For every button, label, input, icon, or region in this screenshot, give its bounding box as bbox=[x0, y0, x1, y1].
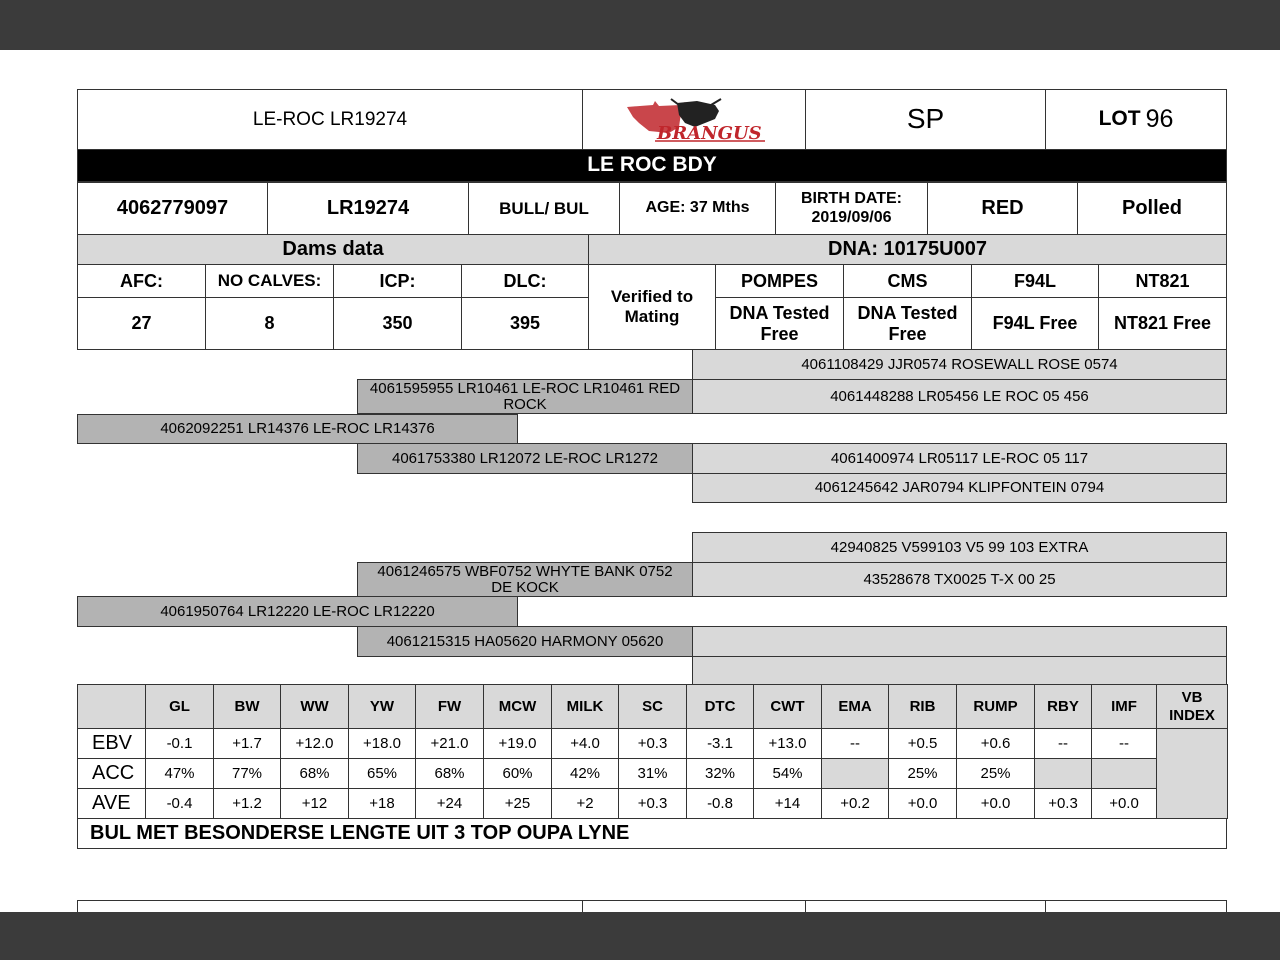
pedigree-sdd: 4061245642 JAR0794 KLIPFONTEIN 0794 bbox=[692, 473, 1227, 503]
dna-title: DNA: 10175U007 bbox=[588, 234, 1227, 265]
ebv-row-label: ACC bbox=[77, 758, 146, 789]
f94l-header: F94L bbox=[971, 264, 1099, 298]
ebv-cell: +0.0 bbox=[888, 788, 957, 819]
ebv-cell: +4.0 bbox=[551, 728, 619, 759]
next-card-divider bbox=[1045, 900, 1046, 912]
viewer-top-bar bbox=[0, 0, 1280, 50]
ebv-cell: -3.1 bbox=[686, 728, 754, 759]
icp-value: 350 bbox=[333, 297, 462, 350]
ebv-cell: +0.2 bbox=[821, 788, 889, 819]
no-calves-header: NO CALVES: bbox=[205, 264, 334, 298]
ebv-header: VB INDEX bbox=[1156, 684, 1228, 729]
lot-box bbox=[1045, 89, 1227, 150]
pedigree-ddd bbox=[692, 656, 1227, 685]
ear-tag: LR19274 bbox=[267, 182, 469, 235]
catalogue-page[interactable] bbox=[0, 50, 1280, 912]
ebv-cell: +21.0 bbox=[415, 728, 484, 759]
ebv-cell: 68% bbox=[280, 758, 349, 789]
ebv-cell: +0.6 bbox=[956, 728, 1035, 759]
ebv-cell: +0.0 bbox=[1091, 788, 1157, 819]
ebv-header: YW bbox=[348, 684, 416, 729]
next-card-top bbox=[77, 900, 1227, 912]
ebv-header: RBY bbox=[1034, 684, 1092, 729]
ebv-header: MCW bbox=[483, 684, 552, 729]
comment: BUL MET BESONDERSE LENGTE UIT 3 TOP OUPA LYNE bbox=[77, 818, 1227, 849]
sex: BULL/ BUL bbox=[468, 182, 620, 235]
ebv-cell: +18 bbox=[348, 788, 416, 819]
ebv-cell: 68% bbox=[415, 758, 484, 789]
pedigree-dds bbox=[692, 626, 1227, 657]
colour: RED bbox=[927, 182, 1078, 235]
ebv-cell: -- bbox=[821, 728, 889, 759]
pedigree-sire-sire: 4061595955 LR10461 LE-ROC LR10461 RED ROCK bbox=[357, 379, 693, 414]
ebv-cell: +12.0 bbox=[280, 728, 349, 759]
icp-header: ICP: bbox=[333, 264, 462, 298]
ebv-row-label: AVE bbox=[77, 788, 146, 819]
dlc-value: 395 bbox=[461, 297, 589, 350]
ebv-cell: 60% bbox=[483, 758, 552, 789]
viewer-bottom-bar bbox=[0, 912, 1280, 960]
pompes-header: POMPES bbox=[715, 264, 844, 298]
next-card-divider bbox=[582, 900, 583, 912]
ebv-cell: 31% bbox=[618, 758, 687, 789]
ebv-cell: +24 bbox=[415, 788, 484, 819]
ebv-header: EMA bbox=[821, 684, 889, 729]
animal-name: LE-ROC LR19274 bbox=[77, 89, 583, 150]
no-calves-value: 8 bbox=[205, 297, 334, 350]
pedigree-sire: 4062092251 LR14376 LE-ROC LR14376 bbox=[77, 414, 518, 444]
ebv-header: RUMP bbox=[956, 684, 1035, 729]
ebv-header: MILK bbox=[551, 684, 619, 729]
ebv-cell bbox=[1091, 758, 1157, 789]
pedigree-ssd: 4061448288 LR05456 LE ROC 05 456 bbox=[692, 379, 1227, 414]
ebv-cell: 54% bbox=[753, 758, 822, 789]
ebv-cell bbox=[821, 758, 889, 789]
ebv-cell: -0.1 bbox=[145, 728, 214, 759]
pedigree-dam: 4061950764 LR12220 LE-ROC LR12220 bbox=[77, 596, 518, 627]
afc-value: 27 bbox=[77, 297, 206, 350]
lot-label: LOT bbox=[1098, 107, 1141, 131]
ebv-header: CWT bbox=[753, 684, 822, 729]
ebv-cell: -- bbox=[1034, 728, 1092, 759]
dams-data-title: Dams data bbox=[77, 234, 589, 265]
lot-number: 96 bbox=[1145, 105, 1174, 134]
ebv-header: DTC bbox=[686, 684, 754, 729]
pedigree-sds: 4061400974 LR05117 LE-ROC 05 117 bbox=[692, 443, 1227, 474]
ebv-header: GL bbox=[145, 684, 214, 729]
brangus-logo bbox=[582, 89, 806, 150]
pedigree-sss: 4061108429 JJR0574 ROSEWALL ROSE 0574 bbox=[692, 349, 1227, 380]
ebv-cell: +13.0 bbox=[753, 728, 822, 759]
ebv-cell: +18.0 bbox=[348, 728, 416, 759]
ebv-cell: +19.0 bbox=[483, 728, 552, 759]
ebv-header: SC bbox=[618, 684, 687, 729]
pedigree-dss: 42940825 V599103 V5 99 103 EXTRA bbox=[692, 532, 1227, 563]
ebv-cell: 65% bbox=[348, 758, 416, 789]
ebv-cell: 42% bbox=[551, 758, 619, 789]
pompes-value: DNA Tested Free bbox=[715, 297, 844, 350]
nt821-header: NT821 bbox=[1098, 264, 1227, 298]
next-card-divider bbox=[805, 900, 806, 912]
pedigree-dsd: 43528678 TX0025 T-X 00 25 bbox=[692, 562, 1227, 597]
ebv-cell: 25% bbox=[888, 758, 957, 789]
verified-to-mating: Verified to Mating bbox=[588, 264, 716, 350]
ebv-cell: 25% bbox=[956, 758, 1035, 789]
grade: SP bbox=[805, 89, 1046, 150]
ebv-cell: 32% bbox=[686, 758, 754, 789]
vb-index-value bbox=[1156, 728, 1228, 819]
ebv-table-corner bbox=[77, 684, 146, 729]
ebv-cell: +14 bbox=[753, 788, 822, 819]
afc-header: AFC: bbox=[77, 264, 206, 298]
pedigree-dam-sire: 4061246575 WBF0752 WHYTE BANK 0752 DE KOCK bbox=[357, 562, 693, 597]
ebv-cell: +0.3 bbox=[1034, 788, 1092, 819]
logo-text: BRANGUS bbox=[657, 122, 762, 143]
horn-status: Polled bbox=[1077, 182, 1227, 235]
ebv-cell: +1.7 bbox=[213, 728, 281, 759]
pedigree-sire-dam: 4061753380 LR12072 LE-ROC LR1272 bbox=[357, 443, 693, 474]
birth-date: BIRTH DATE: 2019/09/06 bbox=[775, 182, 928, 235]
bull-head-icon bbox=[619, 97, 769, 143]
ebv-header: FW bbox=[415, 684, 484, 729]
banner-title: LE ROC BDY bbox=[77, 149, 1227, 182]
ebv-cell: +2 bbox=[551, 788, 619, 819]
ebv-cell: 77% bbox=[213, 758, 281, 789]
ebv-header: WW bbox=[280, 684, 349, 729]
cms-value: DNA Tested Free bbox=[843, 297, 972, 350]
f94l-value: F94L Free bbox=[971, 297, 1099, 350]
ebv-cell: 47% bbox=[145, 758, 214, 789]
ebv-header: BW bbox=[213, 684, 281, 729]
ebv-cell: +0.0 bbox=[956, 788, 1035, 819]
cms-header: CMS bbox=[843, 264, 972, 298]
dlc-header: DLC: bbox=[461, 264, 589, 298]
ebv-cell: +0.3 bbox=[618, 728, 687, 759]
ebv-cell: -- bbox=[1091, 728, 1157, 759]
ebv-header: IMF bbox=[1091, 684, 1157, 729]
reg-number: 4062779097 bbox=[77, 182, 268, 235]
ebv-cell bbox=[1034, 758, 1092, 789]
ebv-cell: -0.8 bbox=[686, 788, 754, 819]
ebv-header: RIB bbox=[888, 684, 957, 729]
ebv-cell: +0.3 bbox=[618, 788, 687, 819]
age: AGE: 37 Mths bbox=[619, 182, 776, 235]
ebv-row-label: EBV bbox=[77, 728, 146, 759]
ebv-cell: +12 bbox=[280, 788, 349, 819]
ebv-cell: +1.2 bbox=[213, 788, 281, 819]
ebv-cell: +0.5 bbox=[888, 728, 957, 759]
pedigree-dam-dam: 4061215315 HA05620 HARMONY 05620 bbox=[357, 626, 693, 657]
nt821-value: NT821 Free bbox=[1098, 297, 1227, 350]
ebv-cell: -0.4 bbox=[145, 788, 214, 819]
ebv-cell: +25 bbox=[483, 788, 552, 819]
